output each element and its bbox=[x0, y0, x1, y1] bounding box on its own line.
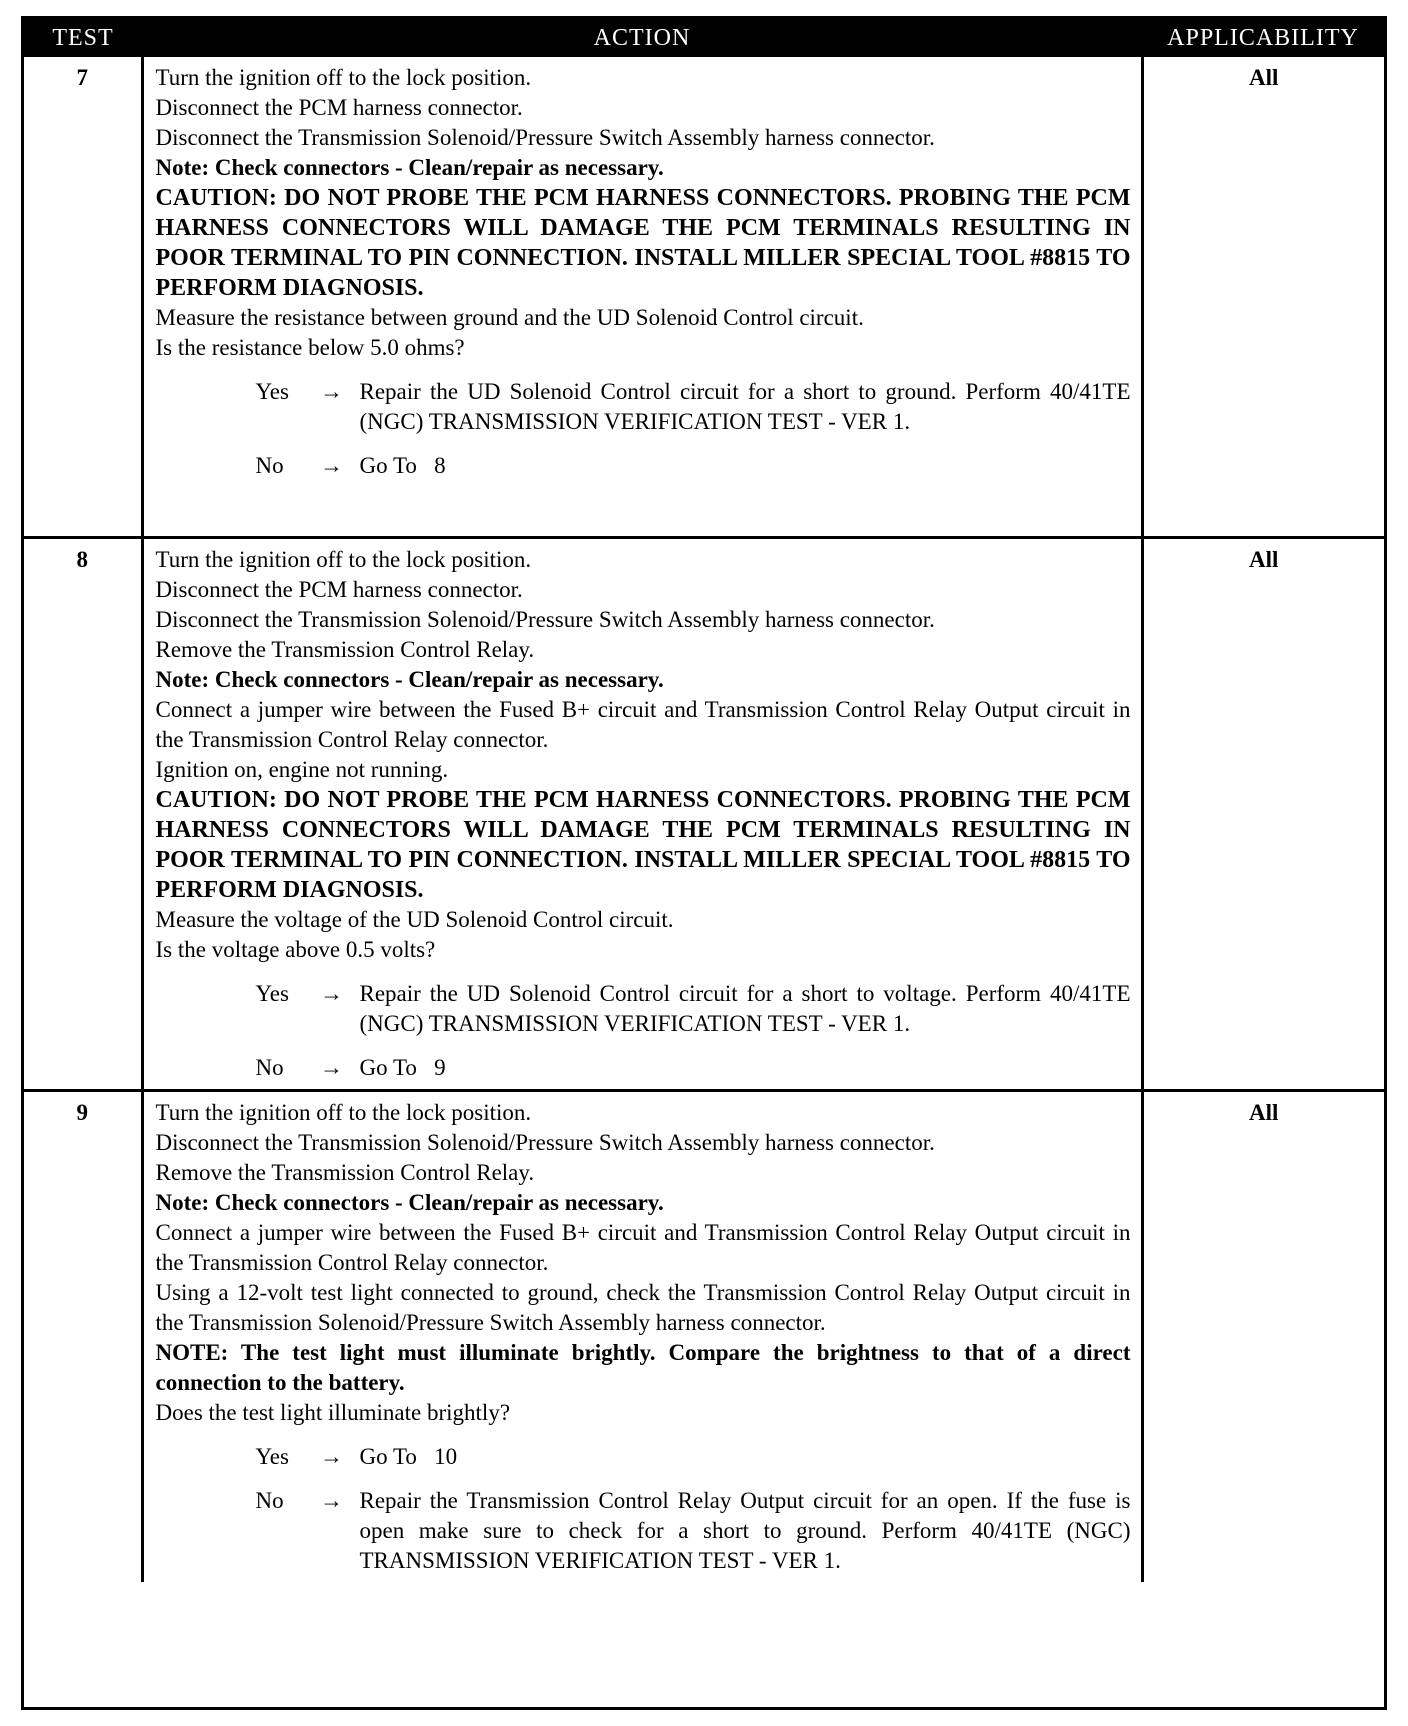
question-line: Is the resistance below 5.0 ohms? bbox=[155, 335, 465, 360]
test-number: 8 bbox=[24, 537, 142, 1090]
yes-label: Yes bbox=[255, 1443, 289, 1469]
arrow-icon: → bbox=[320, 379, 343, 404]
yes-label: Yes bbox=[255, 980, 289, 1006]
caution-text: CAUTION: DO NOT PROBE THE PCM HARNESS CONNECTORS. PROBING THE PCM HARNESS CONNECTORS WILL DAMAGE THE PCM TERMINALS RESULTING IN POOR TERMINAL TO PIN CONNECTION. INSTALL MILLER SPECIAL TOOL #8815 TO PERFORM DIAGNOSIS. bbox=[155, 786, 1131, 903]
step-line: Turn the ignition off to the lock position. bbox=[155, 1099, 532, 1125]
note-text: NOTE: The test light must illuminate brightly. Compare the brightness to that of a direct connection to the battery. bbox=[155, 1339, 1131, 1395]
header-action: ACTION bbox=[142, 19, 1142, 57]
test-row-9 bbox=[24, 1090, 1384, 1582]
step-line: Disconnect the PCM harness connector. bbox=[155, 95, 523, 120]
no-text: Go To 8 bbox=[359, 453, 446, 478]
no-label: No bbox=[255, 453, 284, 478]
applicability-value: All bbox=[1142, 57, 1384, 537]
step-line: Connect a jumper wire between the Fused B+ circuit and Transmission Control Relay Output circuit in the Transmission Control Relay connector. bbox=[155, 1219, 1131, 1275]
arrow-icon: → bbox=[320, 1054, 343, 1080]
applicability-value: All bbox=[1142, 537, 1384, 1090]
no-result bbox=[256, 1486, 1131, 1576]
step-line: Turn the ignition off to the lock position. bbox=[155, 546, 532, 572]
no-text: Go To 9 bbox=[359, 1054, 446, 1080]
question-line: Does the test light illuminate brightly? bbox=[155, 1399, 511, 1425]
test-row-8 bbox=[24, 537, 1384, 1090]
no-label: No bbox=[255, 1054, 284, 1080]
test-action bbox=[142, 1090, 1142, 1582]
test-action bbox=[142, 57, 1142, 537]
diagnostic-test-table bbox=[24, 19, 1384, 1582]
applicability-value: All bbox=[1249, 1099, 1279, 1125]
no-text: Repair the Transmission Control Relay Output circuit for an open. If the fuse is open make sure to check for a short to ground. Perform 40/41TE (NGC) TRANSMISSION VERIFICATION TEST - VER 1. bbox=[359, 1487, 1131, 1573]
step-line: Disconnect the Transmission Solenoid/Pressure Switch Assembly harness connector. bbox=[155, 125, 935, 150]
step-line: Using a 12-volt test light connected to ground, check the Transmission Control Relay Output circuit in the Transmission Solenoid/Pressure Switch Assembly harness connector. bbox=[155, 1279, 1131, 1335]
arrow-icon: → bbox=[320, 980, 343, 1006]
yes-result bbox=[256, 979, 1131, 1039]
caution-text: CAUTION: DO NOT PROBE THE PCM HARNESS CONNECTORS. PROBING THE PCM HARNESS CONNECTORS WILL DAMAGE THE PCM TERMINALS RESULTING IN POOR TERMINAL TO PIN CONNECTION. INSTALL MILLER SPECIAL TOOL #8815 TO PERFORM DIAGNOSIS. bbox=[155, 185, 1131, 301]
diagnostic-table-page bbox=[21, 16, 1387, 1710]
step-line: Disconnect the Transmission Solenoid/Pressure Switch Assembly harness connector. bbox=[155, 606, 935, 632]
arrow-icon: → bbox=[320, 453, 343, 478]
yes-text: Repair the UD Solenoid Control circuit for a short to ground. Perform 40/41TE (NGC) TRANSMISSION VERIFICATION TEST - VER 1. bbox=[359, 379, 1131, 434]
step-line: Disconnect the PCM harness connector. bbox=[155, 576, 523, 602]
yes-result bbox=[256, 377, 1131, 437]
step-line: Connect a jumper wire between the Fused B+ circuit and Transmission Control Relay Output circuit in the Transmission Control Relay connector. bbox=[155, 696, 1131, 752]
question-line: Is the voltage above 0.5 volts? bbox=[155, 936, 436, 962]
arrow-icon: → bbox=[320, 1487, 343, 1513]
arrow-icon: → bbox=[320, 1443, 343, 1469]
header-test: TEST bbox=[24, 19, 142, 57]
yes-result bbox=[256, 1442, 1131, 1472]
step-line: Disconnect the Transmission Solenoid/Pressure Switch Assembly harness connector. bbox=[155, 1129, 935, 1155]
test-row-7 bbox=[24, 57, 1384, 537]
no-label: No bbox=[255, 1487, 284, 1513]
step-line: Remove the Transmission Control Relay. bbox=[155, 636, 535, 662]
table-header-row bbox=[24, 19, 1384, 57]
no-result bbox=[256, 451, 1131, 481]
step-line: Remove the Transmission Control Relay. bbox=[155, 1159, 535, 1185]
yes-text: Repair the UD Solenoid Control circuit for a short to voltage. Perform 40/41TE (NGC) TRANSMISSION VERIFICATION TEST - VER 1. bbox=[359, 980, 1131, 1036]
note-text: Note: Check connectors - Clean/repair as necessary. bbox=[155, 1189, 664, 1215]
step-line: Measure the voltage of the UD Solenoid Control circuit. bbox=[155, 906, 674, 932]
no-result bbox=[256, 1053, 1131, 1083]
test-action bbox=[142, 537, 1142, 1090]
test-number: 9 bbox=[24, 1090, 142, 1582]
test-number: 7 bbox=[24, 57, 142, 537]
yes-label: Yes bbox=[255, 379, 289, 404]
header-applicability: APPLICABILITY bbox=[1142, 19, 1384, 57]
step-line: Turn the ignition off to the lock position. bbox=[155, 65, 532, 90]
note-text: Note: Check connectors - Clean/repair as necessary. bbox=[155, 155, 664, 180]
note-text: Note: Check connectors - Clean/repair as necessary. bbox=[155, 666, 664, 692]
step-line: Ignition on, engine not running. bbox=[155, 756, 449, 782]
step-line: Measure the resistance between ground and the UD Solenoid Control circuit. bbox=[155, 305, 864, 330]
yes-text: Go To 10 bbox=[359, 1443, 458, 1469]
